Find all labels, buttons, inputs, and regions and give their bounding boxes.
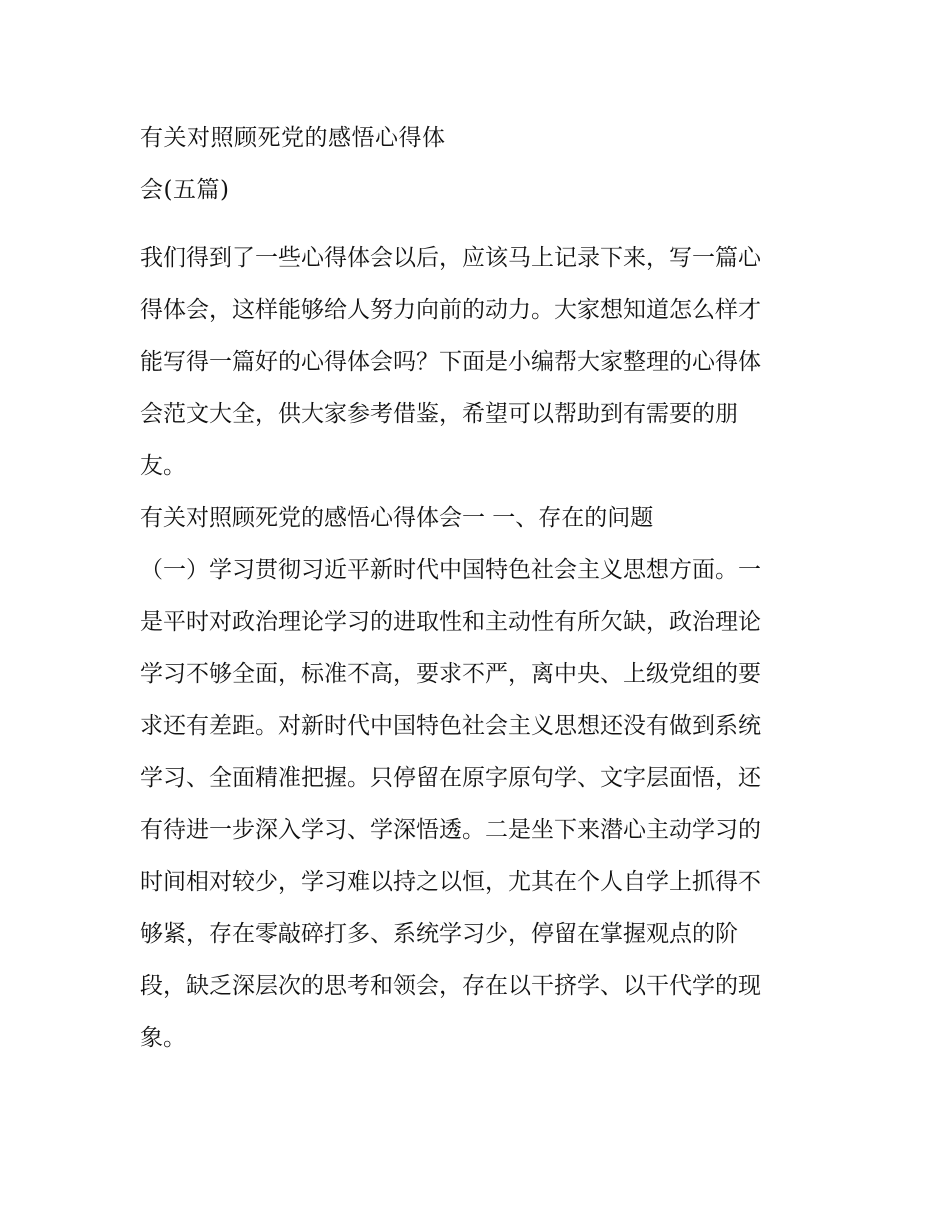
document-content (140, 112, 812, 1064)
body-line: 时间相对较少，学习难以持之以恒，尤其在个人自学上抓得不 (140, 869, 761, 895)
body-line: 学习不够全面，标准不高，要求不严，离中央、上级党组的要 (140, 661, 761, 687)
body-line: 段，缺乏深层次的思考和领会，存在以干挤学、以干代学的现 (140, 973, 761, 999)
intro-line: 能写得一篇好的心得体会吗？下面是小编帮大家整理的心得体 (140, 349, 761, 375)
section-heading (140, 492, 812, 544)
intro-paragraph (140, 232, 812, 492)
intro-line: 会范文大全，供大家参考借鉴，希望可以帮助到有需要的朋 (140, 401, 738, 427)
body-line: （一）学习贯彻习近平新时代中国特色社会主义思想方面。一 (140, 557, 761, 583)
body-line: 是平时对政治理论学习的进取性和主动性有所欠缺，政治理论 (140, 609, 761, 635)
section-heading-text: 有关对照顾死党的感悟心得体会一 一、存在的问题 (140, 505, 654, 531)
document-title (140, 112, 812, 216)
body-line: 象。 (140, 1025, 186, 1051)
intro-line: 得体会，这样能够给人努力向前的动力。大家想知道怎么样才 (140, 297, 761, 323)
title-line: 有关对照顾死党的感悟心得体 (140, 125, 446, 151)
body-line: 求还有差距。对新时代中国特色社会主义思想还没有做到系统 (140, 713, 761, 739)
intro-line: 友。 (140, 453, 186, 479)
body-line: 够紧，存在零敲碎打多、系统学习少，停留在掌握观点的阶 (140, 921, 738, 947)
body-paragraph (140, 544, 812, 1064)
title-line: 会(五篇) (140, 177, 230, 203)
intro-line: 我们得到了一些心得体会以后，应该马上记录下来，写一篇心 (140, 245, 761, 271)
body-line: 有待进一步深入学习、学深悟透。二是坐下来潜心主动学习的 (140, 817, 761, 843)
body-line: 学习、全面精准把握。只停留在原字原句学、文字层面悟，还 (140, 765, 761, 791)
